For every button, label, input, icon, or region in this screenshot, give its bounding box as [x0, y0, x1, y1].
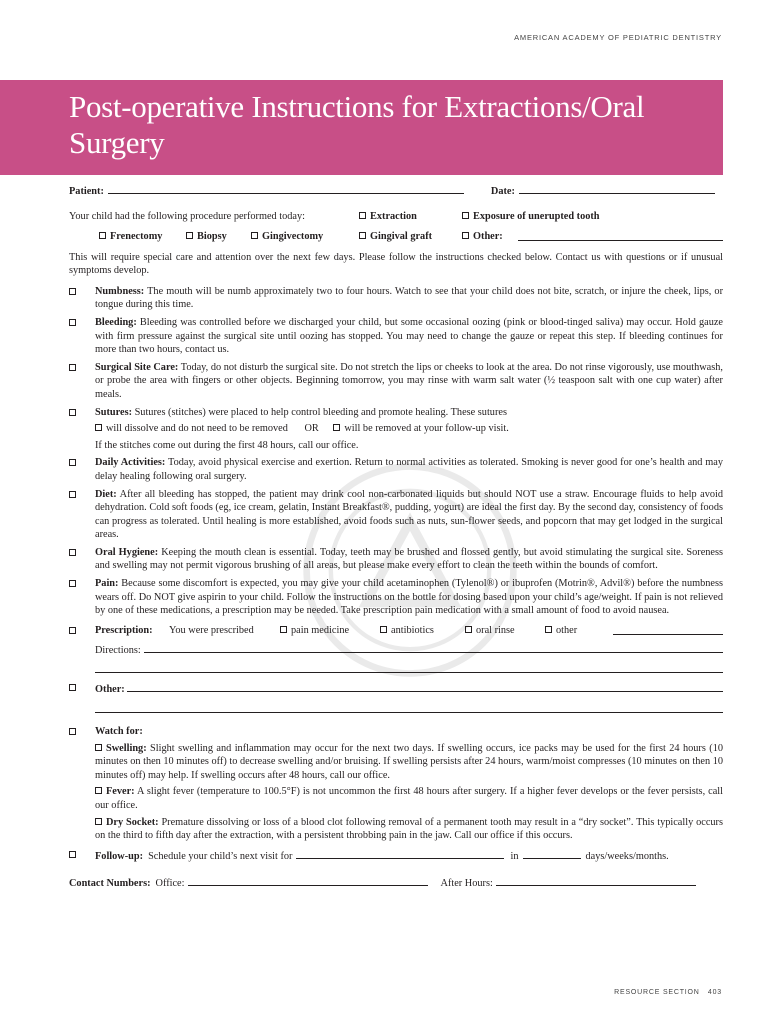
- contact-label: Contact Numbers:: [69, 878, 151, 890]
- page-footer: [614, 989, 722, 996]
- checkbox-icon[interactable]: [99, 232, 106, 239]
- checkbox-icon[interactable]: [380, 626, 387, 633]
- section-label: Bleeding:: [95, 316, 137, 328]
- section-label: Oral Hygiene:: [95, 546, 159, 558]
- fever-label: Fever:: [106, 786, 135, 798]
- section-daily-activities: [69, 456, 723, 483]
- checkbox-icon[interactable]: [69, 580, 76, 587]
- fever-text: A slight fever (temperature to 100.5°F) is not uncommon the first 48 hours after surgery. If a higher fever develops or the fever persists, call our office.: [95, 786, 723, 811]
- checkbox-icon[interactable]: [359, 232, 366, 239]
- follow-up-row: [95, 848, 723, 864]
- checkbox-icon[interactable]: [95, 424, 102, 431]
- section-label: Prescription:: [95, 624, 153, 636]
- prescription-row: [95, 624, 723, 640]
- follow-up-visit-field[interactable]: [296, 848, 504, 859]
- section-label: Watch for:: [95, 726, 143, 738]
- section-diet: [69, 488, 723, 542]
- checkbox-icon[interactable]: [69, 728, 76, 735]
- contact-row: [69, 875, 723, 891]
- checkbox-icon[interactable]: [95, 744, 102, 751]
- after-hours-label: After Hours:: [440, 878, 493, 890]
- swelling-label: Swelling:: [106, 742, 147, 754]
- swelling-text: Slight swelling and inflammation may occur for the next two days. If swelling occurs, ice packs may be used for the first 24 hours (10 minutes on then 10 minutes off) to decrease swelling and/or bruising. If swelling persists after 24 hours, warm/moist compresses (10 minutes on then 10 minutes off) may help. If swelling occurs after 48 hours, call our office.: [95, 742, 723, 781]
- checkbox-icon[interactable]: [69, 459, 76, 466]
- section-numbness: [69, 285, 723, 312]
- section-text: Keeping the mouth clean is essential. Today, teeth may be brushed and flossed gently, but avoid stimulating the surgical site. Soreness and swelling may not permit vigorous brushing of all areas, but please make every effort to clean the teeth within the bounds of comfort.: [95, 546, 723, 572]
- prescription-other-field[interactable]: [613, 624, 723, 635]
- sutures-option-removed: will be removed at your follow-up visit.: [344, 423, 509, 435]
- dry-socket-label: Dry Socket:: [106, 816, 159, 828]
- checkbox-icon[interactable]: [69, 409, 76, 416]
- option-exposure[interactable]: Exposure of unerupted tooth: [462, 210, 600, 224]
- procedure-row-1: [69, 210, 723, 230]
- patient-date-row: [69, 183, 723, 199]
- section-label: Follow-up:: [95, 850, 144, 862]
- after-hours-phone-field[interactable]: [496, 875, 696, 886]
- other-row: [95, 681, 723, 697]
- section-text: Sutures (stitches) were placed to help control bleeding and promote healing. These sutures: [132, 406, 507, 418]
- section-watch-for: [69, 725, 723, 843]
- section-text: The mouth will be numb approximately two to four hours. Watch to see that your child does not bite, scratch, or injure the cheek, lips, or tongue during this time.: [95, 285, 723, 311]
- option-other[interactable]: Other:: [462, 230, 503, 244]
- section-text: Because some discomfort is expected, you may give your child acetaminophen (Tylenol®) or ibuprofen (Motrin®, Advil®) before the numbness wears off. Do NOT give aspirin to your child. Follow the instructions on the bottle for dosing based upon your child’s age/weight. If pain is not relieved by one of these medications, a prescription may be needed. Take prescription pain medication with a small amount of food to avoid nausea.: [95, 578, 723, 617]
- option-pain-medicine[interactable]: pain medicine: [280, 624, 349, 638]
- section-follow-up: [69, 848, 723, 864]
- section-prescription: [69, 624, 723, 674]
- option-antibiotics[interactable]: antibiotics: [380, 624, 434, 638]
- follow-up-in: in: [510, 850, 519, 862]
- checkbox-icon[interactable]: [465, 626, 472, 633]
- section-label: Other:: [95, 684, 125, 696]
- checkbox-icon[interactable]: [69, 684, 76, 691]
- sutures-or: OR: [304, 423, 319, 435]
- option-extraction[interactable]: Extraction: [359, 210, 417, 224]
- checkbox-icon[interactable]: [69, 549, 76, 556]
- section-sutures: [69, 406, 723, 453]
- dry-socket-text: Premature dissolving or loss of a blood clot following removal of a permanent tooth may result in a “dry socket”. This typically occurs on the third to fifth day after the extraction, with a persistent throbbing pain in the jaw. Call our office if this occurs.: [95, 816, 723, 842]
- option-biopsy[interactable]: Biopsy: [186, 230, 227, 244]
- option-oral-rinse[interactable]: oral rinse: [465, 624, 515, 638]
- section-text: Today, avoid physical exercise and exertion. Return to normal activities as tolerated. Smoking is never good for one’s health and may delay healing following oral surgery.: [95, 457, 724, 482]
- section-surgical-site: [69, 361, 723, 402]
- other-field[interactable]: [127, 681, 723, 692]
- section-text: Today, do not disturb the surgical site. Do not stretch the lips or cheeks to look at the area. Do not rinse vigorously, use mouthwash, or probe the area with fingers or other objects. Beginning tomorrow, you may rinse with warm salt water (½ teaspoon salt with one cup water) after meals.: [95, 361, 723, 400]
- directions-row: [95, 642, 723, 658]
- checkbox-icon[interactable]: [359, 212, 366, 219]
- follow-up-units: days/weeks/months.: [585, 850, 669, 862]
- section-label: Pain:: [95, 578, 119, 590]
- option-gingivectomy[interactable]: Gingivectomy: [251, 230, 323, 244]
- intro-paragraph: This will require special care and attention over the next few days. Please follow the instructions checked below. Contact us with questions or if unusual symptoms develop.: [69, 251, 723, 277]
- section-label: Numbness:: [95, 285, 145, 297]
- procedure-other-field[interactable]: [518, 230, 723, 241]
- checkbox-icon[interactable]: [69, 364, 76, 371]
- checkbox-icon[interactable]: [333, 424, 340, 431]
- section-bleeding: [69, 316, 723, 357]
- checkbox-icon[interactable]: [462, 212, 469, 219]
- directions-line-2[interactable]: [95, 671, 723, 673]
- checkbox-icon[interactable]: [545, 626, 552, 633]
- sutures-note: If the stitches come out during the first 48 hours, call our office.: [95, 439, 359, 451]
- section-other: [69, 681, 723, 713]
- page-number: 403: [707, 989, 722, 996]
- checkbox-icon[interactable]: [69, 491, 76, 498]
- checkbox-icon[interactable]: [95, 818, 102, 825]
- sutures-options: [95, 422, 723, 436]
- checkbox-icon[interactable]: [186, 232, 193, 239]
- page-title: Post-operative Instructions for Extractions/Oral Surgery: [69, 89, 645, 160]
- patient-field[interactable]: [108, 183, 464, 194]
- checkbox-icon[interactable]: [69, 851, 76, 858]
- organization-header: AMERICAN ACADEMY OF PEDIATRIC DENTISTRY: [514, 33, 722, 42]
- checkbox-icon[interactable]: [95, 787, 102, 794]
- directions-label: Directions:: [95, 644, 141, 656]
- section-label: Surgical Site Care:: [95, 361, 179, 373]
- section-label: Sutures:: [95, 406, 132, 418]
- footer-section: RESOURCE SECTION: [614, 989, 700, 996]
- section-text: Bleeding was controlled before we discharged your child, but some occasional oozing (pink or blood-tinged saliva) may occur. Hold gauze with firm pressure against the surgical site until oozing has stopped. You may need to change the gauze or repeat this step. If bleeding continues for more than two hours, contact us.: [95, 316, 723, 356]
- section-label: Daily Activities:: [95, 457, 166, 469]
- date-field[interactable]: [519, 183, 715, 194]
- watch-swelling: [95, 742, 723, 783]
- watch-fever: [95, 785, 723, 812]
- follow-up-number-field[interactable]: [523, 848, 581, 859]
- checkbox-icon[interactable]: [69, 288, 76, 295]
- option-gingival-graft[interactable]: Gingival graft: [359, 230, 432, 244]
- section-pain: [69, 577, 723, 618]
- section-label: Diet:: [95, 488, 117, 500]
- directions-field[interactable]: [144, 642, 723, 653]
- other-line-2[interactable]: [95, 711, 723, 713]
- checkbox-icon[interactable]: [69, 627, 76, 634]
- prescription-text: You were prescribed: [169, 624, 254, 636]
- form-body: [69, 183, 723, 891]
- checkbox-icon[interactable]: [462, 232, 469, 239]
- watch-dry-socket: [95, 816, 723, 843]
- follow-up-text: Schedule your child’s next visit for: [148, 850, 293, 862]
- checkbox-icon[interactable]: [251, 232, 258, 239]
- office-label: Office:: [155, 878, 185, 890]
- section-text: After all bleeding has stopped, the patient may drink cool non-carbonated liquids but should NOT use a straw. Encourage fluids to help avoid dehydration. Cold soft foods (eg, ice cream, gelatin, Instant Breakfast®, pudding, yogurt) are ideal the first day. By the second day, consistency of foods can progress as tolerated. Until healing is more established, avoid foods such as nuts, sun-flower seeds, and popcorn that may get lodged in the surgical areas.: [95, 488, 723, 541]
- patient-label: Patient:: [69, 186, 104, 197]
- procedure-intro: Your child had the following procedure performed today:: [69, 210, 306, 222]
- option-frenectomy[interactable]: Frenectomy: [99, 230, 162, 244]
- checkbox-icon[interactable]: [280, 626, 287, 633]
- date-label: Date:: [490, 186, 515, 197]
- procedure-row-2: [69, 230, 723, 250]
- section-oral-hygiene: [69, 546, 723, 573]
- title-banner: [0, 80, 723, 175]
- checkbox-icon[interactable]: [69, 319, 76, 326]
- office-phone-field[interactable]: [188, 875, 428, 886]
- sutures-option-dissolve: will dissolve and do not need to be removed: [106, 423, 288, 435]
- option-other-rx[interactable]: other: [545, 624, 577, 638]
